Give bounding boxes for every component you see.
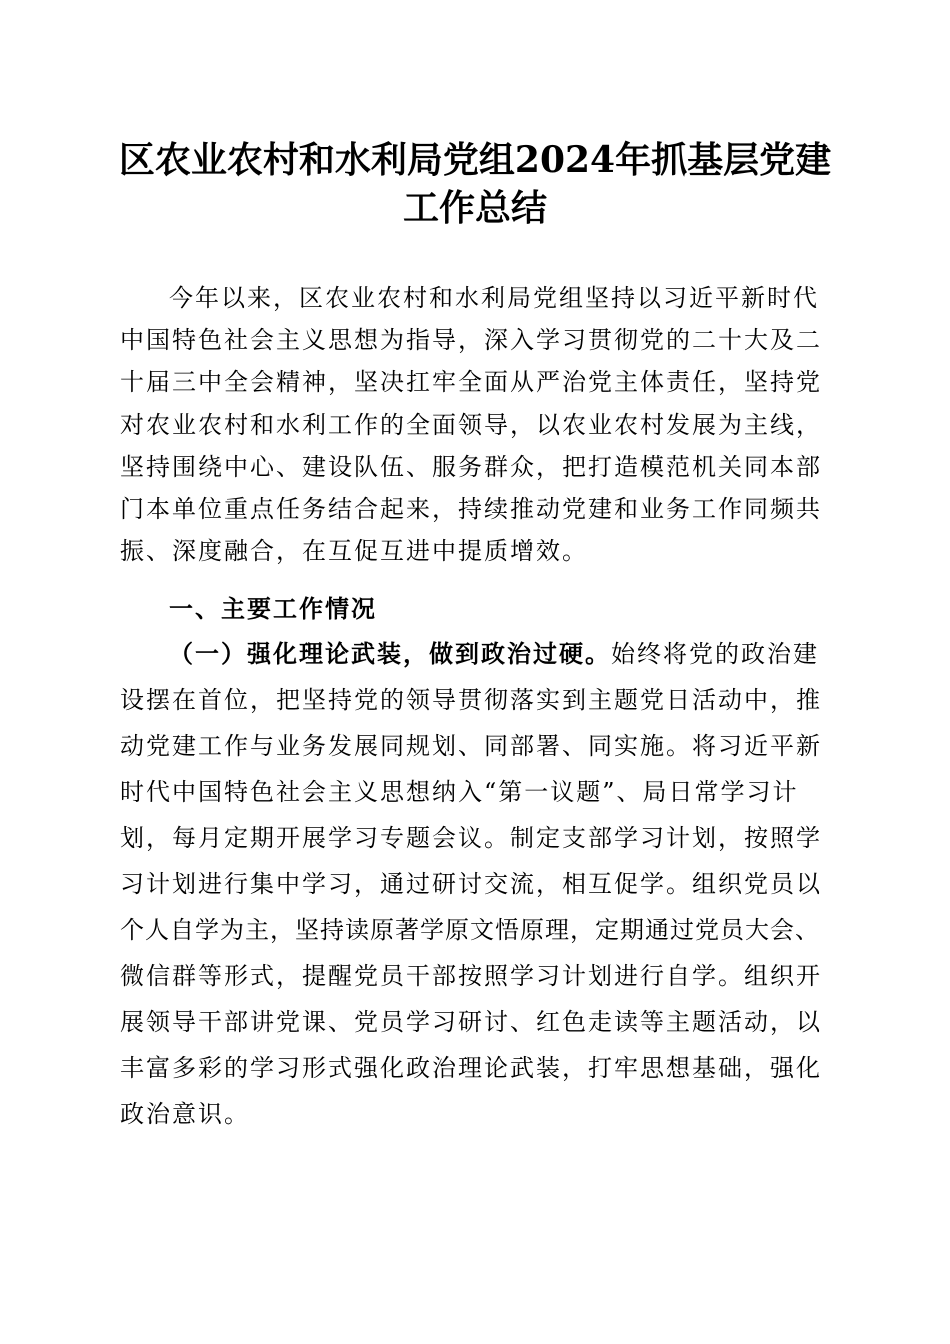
sub1-line-10: 政治意识。 <box>120 1100 250 1128</box>
intro-line-6: 门本单位重点任务结合起来，持续推动党建和业务工作同频共 <box>120 495 822 523</box>
sub1-line-7: 微信群等形式，提醒党员干部按照学习计划进行自学。组织开 <box>120 962 822 990</box>
intro-line-7: 振、深度融合，在互促互进中提质增效。 <box>120 537 588 565</box>
section-heading-1: 一、主要工作情况 <box>169 595 377 623</box>
intro-line-4: 对农业农村和水利工作的全面领导，以农业农村发展为主线， <box>120 411 822 439</box>
sub1-line-6: 个人自学为主，坚持读原著学原文悟原理，定期通过党员大会、 <box>120 916 820 944</box>
sub1-line-1: 设摆在首位，把坚持党的领导贯彻落实到主题党日活动中，推 <box>120 686 822 714</box>
sub1-line-2: 动党建工作与业务发展同规划、同部署、同实施。将习近平新 <box>120 732 822 760</box>
sub1-line-3: 时代中国特色社会主义思想纳入“第一议题”、局日常学习计 <box>120 778 799 806</box>
document-title-line-1: 区农业农村和水利局党组2024年抓基层党建 <box>118 139 832 181</box>
document-title-line-2: 工作总结 <box>402 187 547 229</box>
subsection-title: （一）强化理论武装，做到政治过硬。 <box>169 640 611 668</box>
intro-line-1: 今年以来，区农业农村和水利局党组坚持以习近平新时代 <box>169 284 819 312</box>
sub1-line-9: 丰富多彩的学习形式强化政治理论武装，打牢思想基础，强化 <box>120 1054 822 1082</box>
intro-line-2: 中国特色社会主义思想为指导，深入学习贯彻党的二十大及二 <box>120 326 822 354</box>
intro-line-3: 十届三中全会精神，坚决扛牢全面从严治党主体责任，坚持党 <box>120 368 822 396</box>
sub1-line-4: 划，每月定期开展学习专题会议。制定支部学习计划，按照学 <box>120 824 822 852</box>
sub1-first-line-rest: 始终将党的政治建 <box>611 640 819 668</box>
sub1-first-line <box>169 634 881 674</box>
sub1-line-8: 展领导干部讲党课、党员学习研讨、红色走读等主题活动，以 <box>120 1008 822 1036</box>
sub1-line-5: 习计划进行集中学习，通过研讨交流，相互促学。组织党员以 <box>120 870 822 898</box>
intro-line-5: 坚持围绕中心、建设队伍、服务群众，把打造模范机关同本部 <box>120 453 822 481</box>
